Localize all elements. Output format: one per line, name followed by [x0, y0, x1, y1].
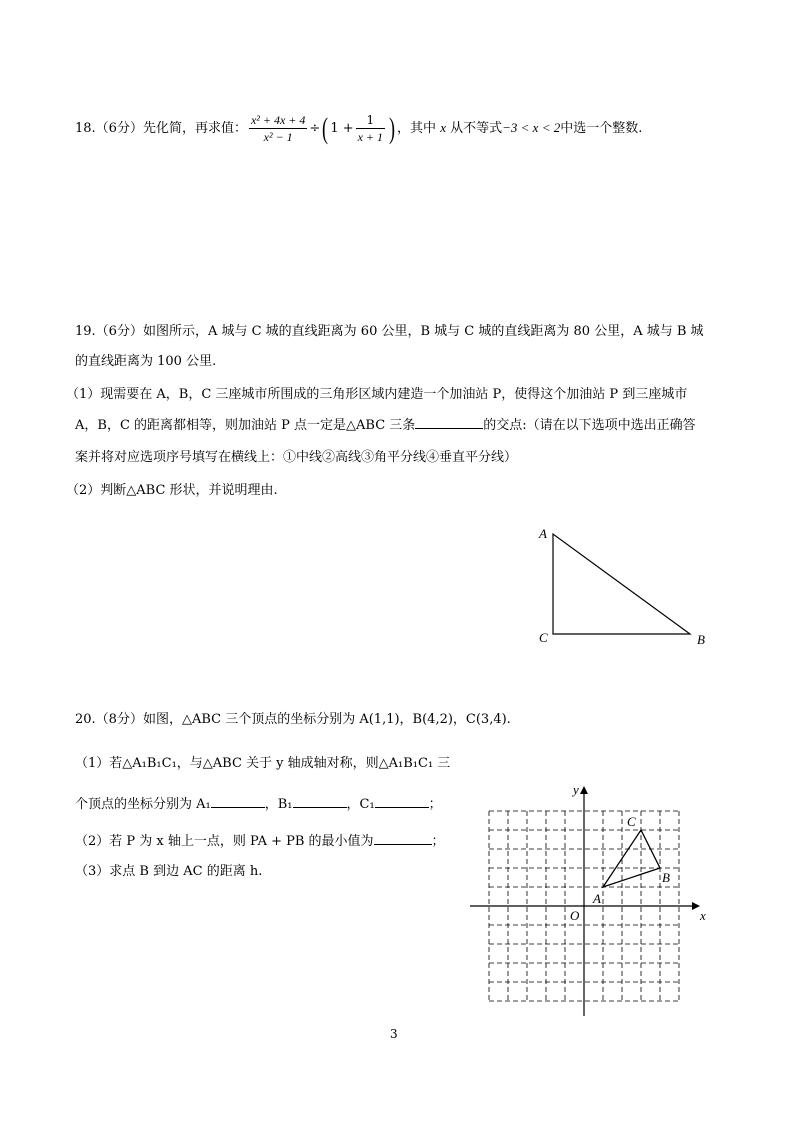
q20-part3: （3）求点 B 到边 AC 的距离 h.: [75, 864, 263, 879]
q19-triangle-figure: [530, 520, 720, 650]
triangle-abc-grid: [603, 830, 660, 887]
triangle-abc: [553, 534, 690, 634]
q18-suffix-a: ，其中: [397, 121, 437, 136]
label-c: C: [539, 630, 548, 645]
q18-inequality: −3 < x < 2: [502, 120, 561, 135]
x-axis-label: x: [700, 908, 706, 923]
q18-suffix-c: 中选一个整数.: [560, 121, 643, 136]
q18-prefix: 18.（6分）先化简，再求值：: [75, 121, 247, 136]
y-axis-label: y: [573, 782, 579, 797]
y-axis-arrow: [580, 786, 588, 794]
q18-div-sign: ÷: [309, 121, 321, 136]
origin-label: O: [570, 908, 580, 923]
x-axis-arrow: [692, 902, 700, 910]
q18-one-plus: 1 +: [330, 121, 354, 136]
q20-p1-end: ；: [428, 797, 442, 812]
q20-p2-end: ；: [431, 834, 445, 849]
grid-label-a: A: [593, 891, 601, 906]
b1-answer-blank[interactable]: [293, 795, 347, 808]
q19-part2: （2）判断△ABC 形状，并说明理由.: [66, 483, 278, 498]
q18-fraction-numerator: x² + 4x + 4: [250, 113, 306, 127]
q18-suffix-b: 从不等式: [450, 121, 503, 136]
q20-coordinate-grid: [470, 780, 710, 1020]
q18-inner-fraction: [356, 112, 385, 145]
q19-part1-line2a: A，B，C 的距离都相等，则加油站 P 点一定是△ABC 三条: [75, 418, 416, 433]
label-b: B: [697, 632, 705, 647]
q20-p1-a1: 个顶点的坐标分别为 A₁: [75, 797, 211, 812]
q20-p1-b1: ，B₁: [264, 797, 293, 812]
q20-line1: 20.（8分）如图，△ABC 三个顶点的坐标分别为 A(1,1)，B(4,2)，C(3,4).: [75, 712, 511, 727]
q18-fraction-denominator: x² − 1: [263, 130, 293, 144]
q18-var-x: x: [440, 120, 446, 135]
q19-part1-line3: 案并将对应选项序号填写在横线上：①中线②高线③角平分线④垂直平分线）: [75, 450, 518, 465]
page-number: 3: [390, 1027, 398, 1041]
q20-part1-line2: [75, 795, 442, 815]
grid-label-c: C: [627, 814, 636, 829]
label-a: A: [539, 526, 547, 541]
q20-part1-line1: （1）若△A₁B₁C₁，与△ABC 关于 y 轴成轴对称，则△A₁B₁C₁ 三: [75, 756, 451, 771]
q19-line2: 的直线距离为 100 公里.: [75, 354, 217, 369]
grid-label-b: B: [662, 870, 670, 885]
q20-p1-c1: ，C₁: [346, 797, 375, 812]
min-value-answer-blank[interactable]: [374, 832, 432, 845]
q19-part1-line2b: 的交点:（请在以下选项中选出正确答: [483, 418, 696, 433]
question-18: [75, 112, 642, 145]
c1-answer-blank[interactable]: [375, 795, 429, 808]
q18-fraction: [249, 112, 307, 145]
q18-left-paren: (: [322, 111, 329, 145]
q18-inner-denominator: x + 1: [357, 130, 384, 144]
q19-part1-line2: [75, 416, 696, 436]
q18-inner-numerator: 1: [356, 112, 385, 129]
q19-answer-blank[interactable]: [415, 416, 483, 429]
q20-part2: [75, 832, 445, 852]
q18-right-paren: ): [389, 111, 396, 145]
q20-p2-text: （2）若 P 为 x 轴上一点，则 PA + PB 的最小值为: [75, 834, 374, 849]
q19-part1-line1: （1）现需要在 A，B，C 三座城市所围成的三角形区域内建造一个加油站 P，使得这个加油站 P 到三座城市: [66, 387, 688, 402]
q19-line1: 19.（6分）如图所示，A 城与 C 城的直线距离为 60 公里，B 城与 C 城的直线距离为 80 公里，A 城与 B 城: [75, 324, 704, 339]
a1-answer-blank[interactable]: [211, 795, 265, 808]
